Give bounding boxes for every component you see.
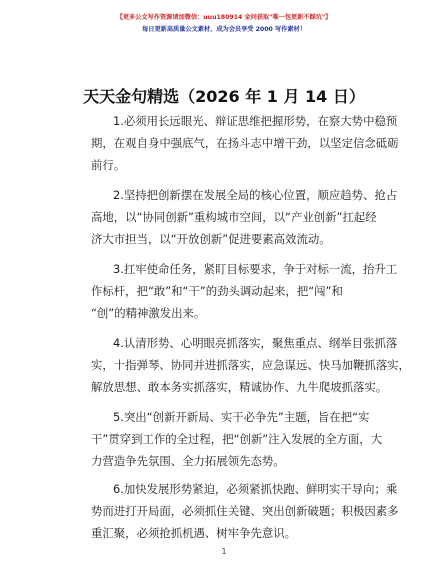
promo-banner-line-2: 每日更新高质量公文素材，成为会员享受 2000 写作素材！ — [142, 26, 306, 33]
promo-banner — [112, 12, 336, 36]
paragraph-4 — [91, 332, 410, 398]
paragraph-1 — [91, 110, 399, 176]
paragraph-line: 前行。 — [91, 158, 126, 172]
paragraph-line: 1.必须用长远眼光、辩证思维把握形势，在察大势中稳预 — [113, 114, 398, 128]
paragraph-line: 4.认清形势、心明眼亮抓落实，聚焦重点、纲举目张抓落 — [113, 336, 398, 350]
paragraph-line: 解放思想、敢本务实抓落实，精诚协作、九牛爬坡抓落实。 — [91, 380, 388, 394]
paragraph-5 — [91, 406, 383, 472]
promo-banner-line-1: 【更多公文写作资源请加微信：uuu180914 金问获取"唯一包更新不踩坑"】 — [116, 14, 332, 21]
paragraph-2 — [91, 184, 398, 250]
paragraph-line: 力营造争先氛围、全力拓展领先态势。 — [91, 454, 285, 468]
paragraph-line: 期，在观自身中强底气，在扬斗志中增干劲，以坚定信念砥砺 — [91, 136, 399, 150]
paragraph-3 — [91, 258, 398, 324]
paragraph-line: 重汇聚，必须抢抓机遇、树牢争先意识。 — [91, 526, 297, 540]
paragraph-line: 3.扛牢使命任务，紧盯目标要求，争于对标一流，抬升工 — [113, 262, 398, 276]
document-title: 天天金句精选（2026 年 1 月 14 日） — [83, 87, 365, 106]
paragraph-line: 作标杆，把“敢”和“干”的劲头调动起来，把“闯”和 — [91, 284, 343, 298]
paragraph-6 — [91, 478, 399, 544]
page-number: 1 — [221, 547, 227, 556]
paragraph-line: 势而进打开局面，必须抓住关键、突出创新破题；积极因素多 — [91, 504, 399, 518]
paragraph-line: 5.突出“创新开新局、实干必争先”主题，旨在把“实 — [113, 410, 370, 424]
paragraph-line: 高地，以“协同创新”重构城市空间，以“产业创新”扛起经 — [91, 210, 377, 224]
paragraph-line: 实，十指弹琴、协同并进抓落实，应急谋远、快马加鞭抓落实， — [91, 358, 410, 372]
paragraph-line: 6.加快发展形势紧迫，必须紧抓快跑、鲜明实干导向；乘 — [113, 482, 398, 496]
paragraph-line: 济大市担当，以“开放创新”促进要素高效流动。 — [91, 232, 331, 246]
paragraph-line: “创”的精神激发出来。 — [91, 306, 206, 320]
paragraph-line: 2.坚持把创新摆在发展全局的核心位置，顺应趋势、抢占 — [113, 188, 398, 202]
paragraph-line: 干”贯穿到工作的全过程，把“创新”注入发展的全方面，大 — [91, 432, 383, 446]
